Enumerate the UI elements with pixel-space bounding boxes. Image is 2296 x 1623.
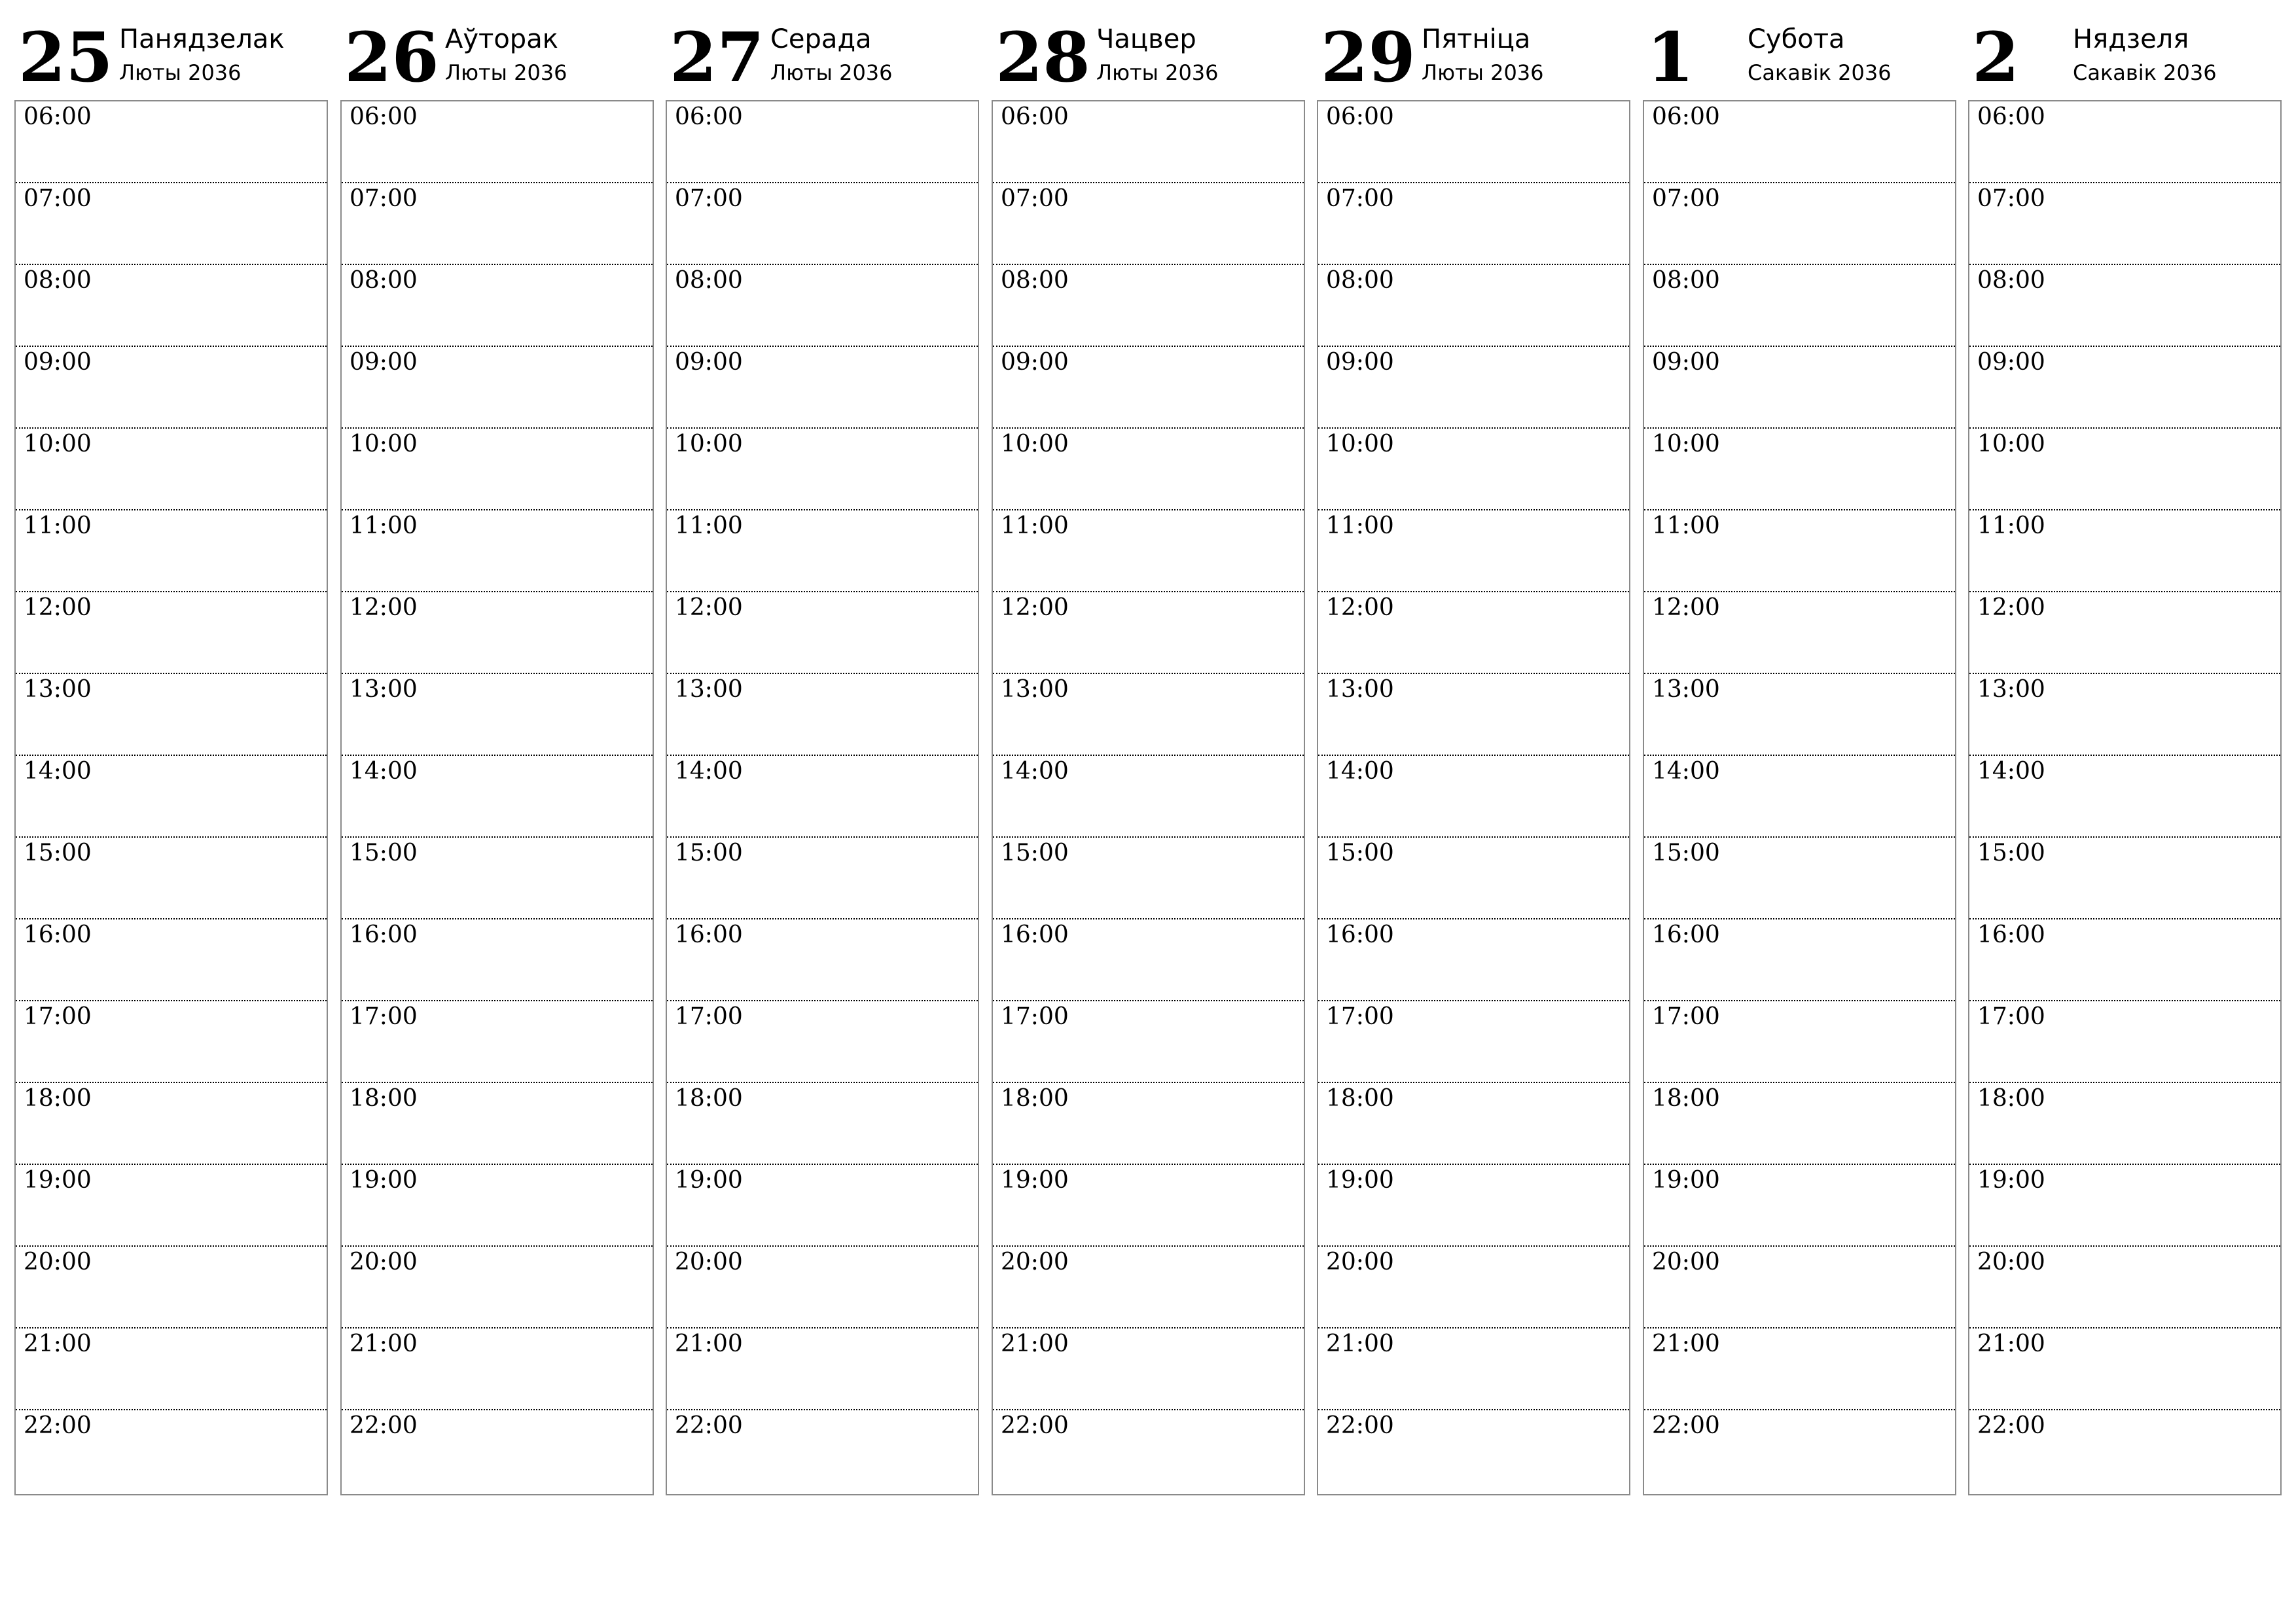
hour-label: 21:00 xyxy=(350,1330,418,1357)
hour-label: 10:00 xyxy=(1001,431,1069,457)
hour-slot xyxy=(1969,1247,2280,1329)
hour-label: 12:00 xyxy=(24,594,92,621)
hour-slot xyxy=(667,183,978,265)
hour-slot xyxy=(667,838,978,919)
hour-label: 15:00 xyxy=(1326,840,1394,866)
hour-slot xyxy=(342,265,653,347)
hour-label: 13:00 xyxy=(24,676,92,703)
hour-slot xyxy=(342,919,653,1001)
day-column xyxy=(1968,14,2282,1500)
hour-label: 21:00 xyxy=(675,1330,743,1357)
hour-slot xyxy=(1644,265,1955,347)
hour-label: 18:00 xyxy=(1652,1085,1720,1112)
weekly-planner xyxy=(14,14,2282,1500)
hour-label: 22:00 xyxy=(675,1412,743,1439)
hour-slot xyxy=(993,919,1304,1001)
weekday-name: Серада xyxy=(770,24,872,54)
hour-slot xyxy=(1318,838,1629,919)
hour-slot xyxy=(342,674,653,756)
hour-slot xyxy=(1969,1329,2280,1410)
hour-slot xyxy=(16,592,327,674)
hour-slot xyxy=(993,1165,1304,1247)
hour-slot xyxy=(667,101,978,183)
hour-slot xyxy=(667,1165,978,1247)
hour-slot xyxy=(993,101,1304,183)
hour-slot xyxy=(993,429,1304,510)
hour-label: 17:00 xyxy=(675,1003,743,1030)
hour-slot xyxy=(993,1001,1304,1083)
hour-slot xyxy=(667,674,978,756)
hour-label: 19:00 xyxy=(675,1167,743,1194)
day-header xyxy=(992,14,1305,99)
hour-slot xyxy=(993,510,1304,592)
hour-label: 14:00 xyxy=(1652,758,1720,785)
day-header xyxy=(1643,14,1956,99)
hour-label: 15:00 xyxy=(350,840,418,866)
hour-label: 14:00 xyxy=(1977,758,2045,785)
hour-label: 12:00 xyxy=(1652,594,1720,621)
day-number: 25 xyxy=(18,17,113,98)
hour-label: 06:00 xyxy=(675,103,743,130)
hour-slot xyxy=(342,1083,653,1165)
hour-label: 16:00 xyxy=(675,921,743,948)
hour-label: 11:00 xyxy=(24,512,92,539)
hour-slot xyxy=(1644,919,1955,1001)
hour-label: 16:00 xyxy=(1326,921,1394,948)
hour-slot xyxy=(1644,101,1955,183)
hour-label: 10:00 xyxy=(350,431,418,457)
hour-slot xyxy=(993,1329,1304,1410)
hour-label: 14:00 xyxy=(350,758,418,785)
hour-label: 13:00 xyxy=(675,676,743,703)
day-header xyxy=(1968,14,2282,99)
hour-slot xyxy=(342,756,653,838)
hour-label: 08:00 xyxy=(1326,267,1394,294)
hour-label: 18:00 xyxy=(1326,1085,1394,1112)
hour-slot xyxy=(342,429,653,510)
hour-slot xyxy=(1644,347,1955,429)
hour-label: 06:00 xyxy=(1652,103,1720,130)
hour-slot xyxy=(1318,510,1629,592)
hour-label: 09:00 xyxy=(675,349,743,376)
hour-label: 11:00 xyxy=(350,512,418,539)
hour-slot xyxy=(342,183,653,265)
hour-label: 08:00 xyxy=(1977,267,2045,294)
hour-label: 22:00 xyxy=(1652,1412,1720,1439)
hour-label: 11:00 xyxy=(675,512,743,539)
hour-label: 11:00 xyxy=(1326,512,1394,539)
hour-slot xyxy=(1644,1410,1955,1492)
hour-slot xyxy=(1318,101,1629,183)
hour-slot xyxy=(1318,1165,1629,1247)
hour-label: 11:00 xyxy=(1977,512,2045,539)
hour-label: 20:00 xyxy=(1977,1249,2045,1275)
day-number: 27 xyxy=(670,17,764,98)
hour-label: 16:00 xyxy=(350,921,418,948)
day-column xyxy=(992,14,1305,1500)
hour-slot xyxy=(1969,838,2280,919)
hour-label: 06:00 xyxy=(1001,103,1069,130)
hour-label: 06:00 xyxy=(24,103,92,130)
hour-slot xyxy=(667,429,978,510)
day-header xyxy=(14,14,328,99)
day-schedule-box xyxy=(666,100,979,1495)
hour-label: 10:00 xyxy=(1977,431,2045,457)
hour-slot xyxy=(993,592,1304,674)
hour-label: 21:00 xyxy=(1652,1330,1720,1357)
hour-slot xyxy=(993,1083,1304,1165)
hour-label: 18:00 xyxy=(350,1085,418,1112)
day-header xyxy=(666,14,979,99)
hour-label: 06:00 xyxy=(1977,103,2045,130)
hour-slot xyxy=(993,1247,1304,1329)
hour-label: 09:00 xyxy=(24,349,92,376)
hour-label: 16:00 xyxy=(1977,921,2045,948)
hour-label: 07:00 xyxy=(1977,185,2045,212)
hour-slot xyxy=(1318,1247,1629,1329)
hour-label: 17:00 xyxy=(1001,1003,1069,1030)
weekday-name: Панядзелак xyxy=(119,24,285,54)
hour-label: 22:00 xyxy=(1977,1412,2045,1439)
hour-slot xyxy=(1644,756,1955,838)
hour-label: 15:00 xyxy=(675,840,743,866)
hour-slot xyxy=(16,919,327,1001)
hour-slot xyxy=(1318,756,1629,838)
hour-slot xyxy=(342,1410,653,1492)
hour-label: 14:00 xyxy=(1001,758,1069,785)
hour-slot xyxy=(16,1410,327,1492)
hour-slot xyxy=(993,674,1304,756)
hour-slot xyxy=(342,592,653,674)
month-year: Сакавік 2036 xyxy=(1748,60,1892,85)
hour-slot xyxy=(1318,674,1629,756)
hour-label: 10:00 xyxy=(675,431,743,457)
hour-label: 09:00 xyxy=(1001,349,1069,376)
hour-label: 15:00 xyxy=(24,840,92,866)
hour-label: 19:00 xyxy=(1652,1167,1720,1194)
hour-slot xyxy=(1969,347,2280,429)
day-column xyxy=(14,14,328,1500)
hour-slot xyxy=(1969,756,2280,838)
weekday-name: Нядзеля xyxy=(2073,24,2189,54)
hour-label: 20:00 xyxy=(1326,1249,1394,1275)
hour-label: 08:00 xyxy=(1652,267,1720,294)
hour-slot xyxy=(16,674,327,756)
hour-label: 17:00 xyxy=(1977,1003,2045,1030)
hour-slot xyxy=(1644,1329,1955,1410)
hour-label: 13:00 xyxy=(350,676,418,703)
hour-label: 15:00 xyxy=(1001,840,1069,866)
weekday-name: Субота xyxy=(1748,24,1845,54)
hour-slot xyxy=(1969,1165,2280,1247)
hour-label: 11:00 xyxy=(1001,512,1069,539)
day-schedule-box xyxy=(1317,100,1630,1495)
hour-slot xyxy=(1318,429,1629,510)
hour-slot xyxy=(16,183,327,265)
day-number: 1 xyxy=(1647,17,1695,98)
hour-slot xyxy=(1969,674,2280,756)
hour-slot xyxy=(16,347,327,429)
hour-label: 06:00 xyxy=(350,103,418,130)
hour-label: 07:00 xyxy=(1001,185,1069,212)
hour-label: 10:00 xyxy=(24,431,92,457)
hour-slot xyxy=(667,919,978,1001)
hour-label: 22:00 xyxy=(24,1412,92,1439)
hour-slot xyxy=(1969,429,2280,510)
hour-label: 12:00 xyxy=(675,594,743,621)
hour-label: 19:00 xyxy=(350,1167,418,1194)
hour-slot xyxy=(16,756,327,838)
hour-slot xyxy=(1644,183,1955,265)
hour-slot xyxy=(16,1001,327,1083)
hour-slot xyxy=(342,510,653,592)
hour-slot xyxy=(342,347,653,429)
hour-label: 11:00 xyxy=(1652,512,1720,539)
hour-label: 10:00 xyxy=(1652,431,1720,457)
hour-slot xyxy=(1644,1083,1955,1165)
hour-slot xyxy=(16,1083,327,1165)
day-schedule-box xyxy=(340,100,654,1495)
day-number: 28 xyxy=(996,17,1090,98)
weekday-name: Пятніца xyxy=(1422,24,1531,54)
hour-slot xyxy=(1644,1165,1955,1247)
hour-label: 22:00 xyxy=(1001,1412,1069,1439)
hour-slot xyxy=(667,347,978,429)
hour-label: 17:00 xyxy=(1326,1003,1394,1030)
hour-label: 09:00 xyxy=(1977,349,2045,376)
hour-slot xyxy=(1644,674,1955,756)
hour-label: 13:00 xyxy=(1326,676,1394,703)
hour-label: 09:00 xyxy=(350,349,418,376)
hour-label: 21:00 xyxy=(1977,1330,2045,1357)
hour-slot xyxy=(16,838,327,919)
hour-label: 20:00 xyxy=(1652,1249,1720,1275)
day-header xyxy=(340,14,654,99)
hour-slot xyxy=(1969,101,2280,183)
hour-slot xyxy=(993,183,1304,265)
hour-label: 15:00 xyxy=(1652,840,1720,866)
day-column xyxy=(1643,14,1956,1500)
hour-slot xyxy=(1969,1001,2280,1083)
day-column xyxy=(666,14,979,1500)
hour-slot xyxy=(993,265,1304,347)
hour-slot xyxy=(16,265,327,347)
day-column xyxy=(340,14,654,1500)
day-schedule-box xyxy=(1968,100,2282,1495)
hour-slot xyxy=(667,1410,978,1492)
month-year: Люты 2036 xyxy=(1422,60,1544,85)
hour-label: 22:00 xyxy=(350,1412,418,1439)
hour-label: 16:00 xyxy=(1001,921,1069,948)
hour-label: 18:00 xyxy=(675,1085,743,1112)
hour-slot xyxy=(1969,183,2280,265)
hour-label: 21:00 xyxy=(24,1330,92,1357)
hour-label: 09:00 xyxy=(1652,349,1720,376)
hour-label: 16:00 xyxy=(24,921,92,948)
hour-slot xyxy=(667,592,978,674)
hour-slot xyxy=(667,1083,978,1165)
hour-slot xyxy=(667,1329,978,1410)
hour-slot xyxy=(342,1001,653,1083)
day-schedule-box xyxy=(14,100,328,1495)
hour-slot xyxy=(993,347,1304,429)
hour-slot xyxy=(1318,919,1629,1001)
hour-label: 21:00 xyxy=(1001,1330,1069,1357)
hour-slot xyxy=(1318,183,1629,265)
month-year: Люты 2036 xyxy=(445,60,567,85)
month-year: Сакавік 2036 xyxy=(2073,60,2217,85)
hour-slot xyxy=(1318,347,1629,429)
hour-label: 20:00 xyxy=(675,1249,743,1275)
hour-label: 17:00 xyxy=(350,1003,418,1030)
hour-slot xyxy=(993,756,1304,838)
hour-slot xyxy=(16,510,327,592)
hour-label: 09:00 xyxy=(1326,349,1394,376)
month-year: Люты 2036 xyxy=(770,60,893,85)
hour-label: 13:00 xyxy=(1977,676,2045,703)
month-year: Люты 2036 xyxy=(1096,60,1219,85)
hour-label: 14:00 xyxy=(675,758,743,785)
hour-slot xyxy=(667,265,978,347)
hour-label: 08:00 xyxy=(675,267,743,294)
day-header xyxy=(1317,14,1630,99)
hour-slot xyxy=(993,838,1304,919)
hour-label: 21:00 xyxy=(1326,1330,1394,1357)
hour-slot xyxy=(342,1165,653,1247)
hour-slot xyxy=(342,838,653,919)
hour-label: 20:00 xyxy=(24,1249,92,1275)
hour-slot xyxy=(1644,1001,1955,1083)
hour-slot xyxy=(1644,510,1955,592)
hour-label: 08:00 xyxy=(350,267,418,294)
hour-label: 07:00 xyxy=(350,185,418,212)
hour-slot xyxy=(342,101,653,183)
hour-label: 12:00 xyxy=(1977,594,2045,621)
month-year: Люты 2036 xyxy=(119,60,242,85)
hour-label: 12:00 xyxy=(350,594,418,621)
hour-label: 18:00 xyxy=(24,1085,92,1112)
hour-label: 08:00 xyxy=(1001,267,1069,294)
hour-label: 07:00 xyxy=(24,185,92,212)
hour-slot xyxy=(16,101,327,183)
hour-label: 10:00 xyxy=(1326,431,1394,457)
hour-slot xyxy=(342,1329,653,1410)
hour-slot xyxy=(16,1165,327,1247)
hour-label: 18:00 xyxy=(1001,1085,1069,1112)
hour-label: 20:00 xyxy=(350,1249,418,1275)
day-column xyxy=(1317,14,1630,1500)
day-schedule-box xyxy=(992,100,1305,1495)
hour-label: 19:00 xyxy=(24,1167,92,1194)
hour-label: 16:00 xyxy=(1652,921,1720,948)
hour-slot xyxy=(1318,1410,1629,1492)
hour-slot xyxy=(1644,592,1955,674)
hour-slot xyxy=(16,1329,327,1410)
hour-slot xyxy=(1318,1329,1629,1410)
hour-label: 13:00 xyxy=(1652,676,1720,703)
hour-label: 08:00 xyxy=(24,267,92,294)
hour-slot xyxy=(16,429,327,510)
hour-label: 07:00 xyxy=(675,185,743,212)
hour-label: 14:00 xyxy=(24,758,92,785)
day-schedule-box xyxy=(1643,100,1956,1495)
hour-label: 18:00 xyxy=(1977,1085,2045,1112)
hour-slot xyxy=(993,1410,1304,1492)
hour-slot xyxy=(1318,1001,1629,1083)
hour-label: 22:00 xyxy=(1326,1412,1394,1439)
hour-slot xyxy=(1969,510,2280,592)
hour-label: 19:00 xyxy=(1326,1167,1394,1194)
hour-label: 13:00 xyxy=(1001,676,1069,703)
hour-slot xyxy=(1969,919,2280,1001)
hour-slot xyxy=(667,1247,978,1329)
hour-slot xyxy=(16,1247,327,1329)
hour-label: 07:00 xyxy=(1652,185,1720,212)
hour-slot xyxy=(1969,1083,2280,1165)
hour-label: 17:00 xyxy=(1652,1003,1720,1030)
hour-label: 07:00 xyxy=(1326,185,1394,212)
hour-slot xyxy=(667,510,978,592)
hour-slot xyxy=(667,1001,978,1083)
hour-slot xyxy=(342,1247,653,1329)
hour-label: 15:00 xyxy=(1977,840,2045,866)
hour-label: 12:00 xyxy=(1001,594,1069,621)
hour-label: 17:00 xyxy=(24,1003,92,1030)
day-number: 29 xyxy=(1321,17,1416,98)
hour-label: 19:00 xyxy=(1001,1167,1069,1194)
hour-label: 20:00 xyxy=(1001,1249,1069,1275)
hour-slot xyxy=(1969,265,2280,347)
day-number: 26 xyxy=(344,17,439,98)
hour-label: 19:00 xyxy=(1977,1167,2045,1194)
weekday-name: Аўторак xyxy=(445,24,558,54)
hour-slot xyxy=(1644,429,1955,510)
day-number: 2 xyxy=(1972,17,2020,98)
hour-label: 12:00 xyxy=(1326,594,1394,621)
hour-slot xyxy=(1969,1410,2280,1492)
hour-slot xyxy=(1318,265,1629,347)
hour-label: 14:00 xyxy=(1326,758,1394,785)
hour-slot xyxy=(1318,1083,1629,1165)
hour-slot xyxy=(1644,1247,1955,1329)
hour-slot xyxy=(1644,838,1955,919)
hour-slot xyxy=(1969,592,2280,674)
hour-slot xyxy=(1318,592,1629,674)
hour-label: 06:00 xyxy=(1326,103,1394,130)
hour-slot xyxy=(667,756,978,838)
weekday-name: Чацвер xyxy=(1096,24,1196,54)
